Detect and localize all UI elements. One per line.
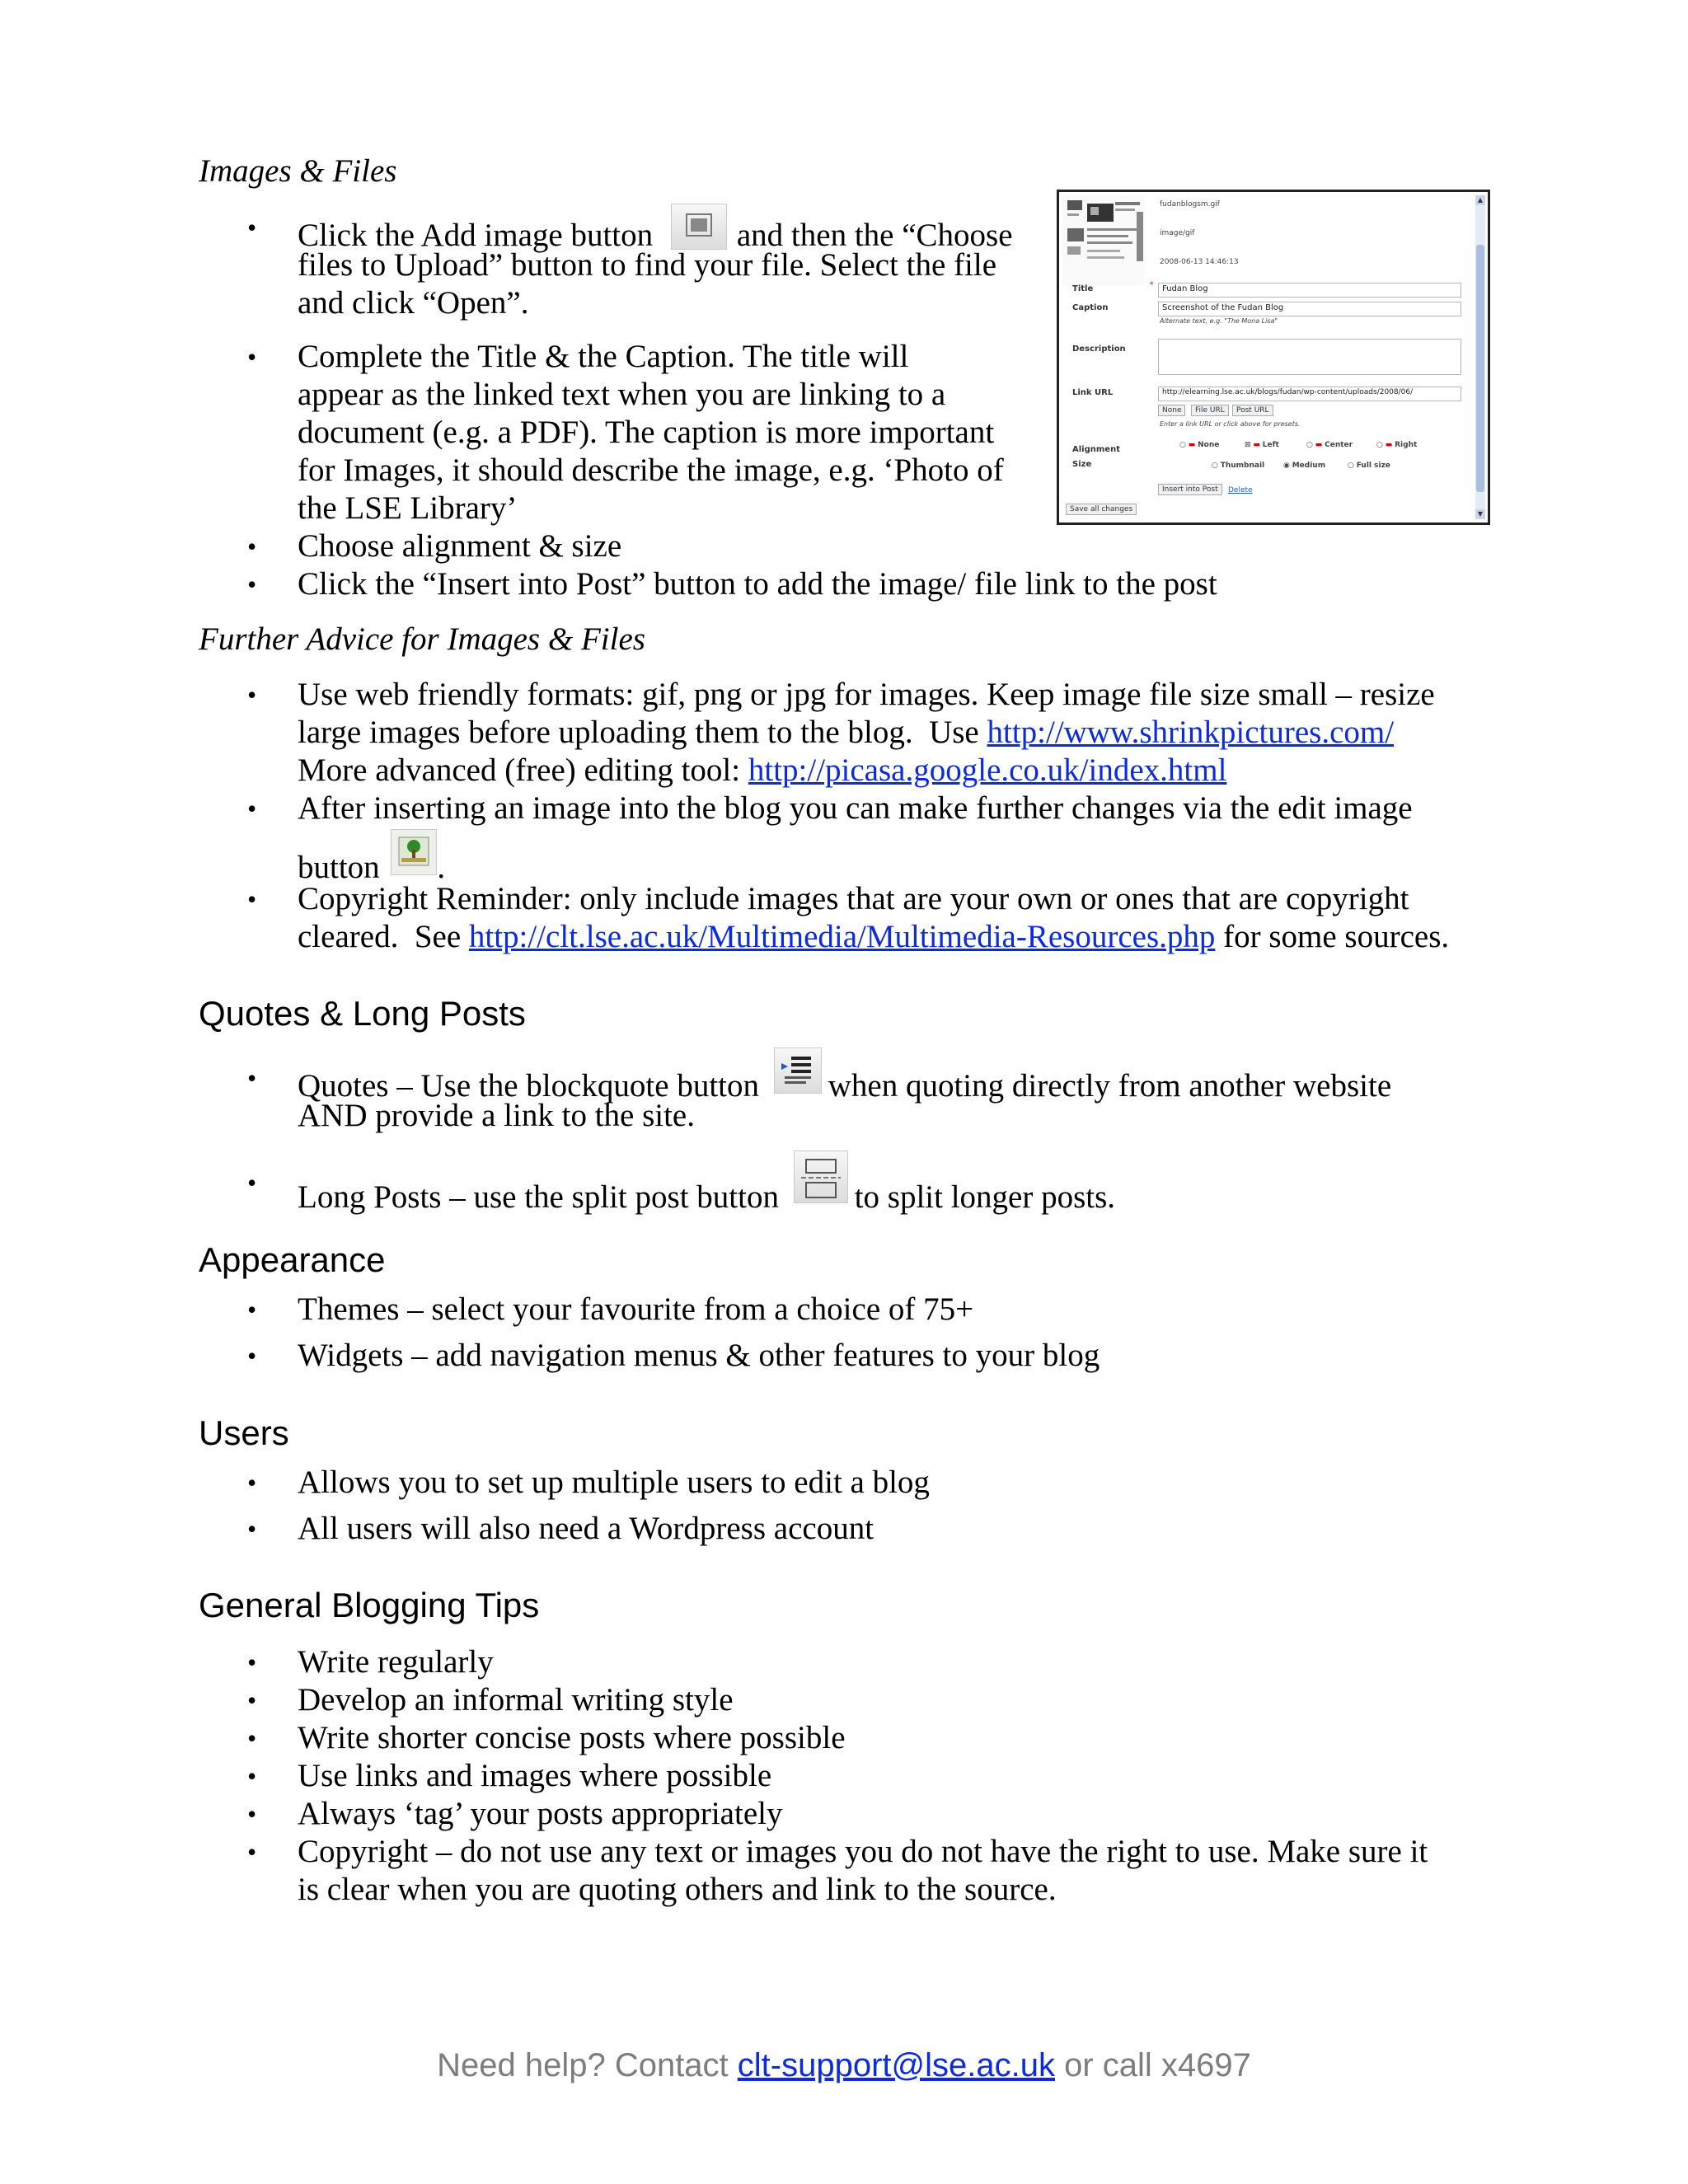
text-line: is clear when you are quoting others and link to the source. — [298, 1872, 1057, 1907]
text-line: Copyright Reminder: only include images that are your own or ones that are copyright — [298, 881, 1409, 916]
text: cleared. See — [298, 919, 469, 954]
save-all-changes-button[interactable]: Save all changes — [1066, 504, 1137, 515]
alt-hint: Alternate text, e.g. "The Mona Lisa" — [1160, 317, 1278, 325]
text-line — [298, 752, 1226, 790]
list-item: Write regularly — [298, 1644, 494, 1680]
list-item: Copyright – do not use any text or images you do not have the right to use. Make sure it — [298, 1834, 1428, 1869]
bullet: • — [247, 680, 257, 710]
text-line: the LSE Library’ — [298, 490, 518, 526]
multimedia-resources-link[interactable]: http://clt.lse.ac.uk/Multimedia/Multimedia-Resources.php — [468, 919, 1216, 954]
text: and then the “Choose — [736, 218, 1013, 253]
align-left-option[interactable]: ⊠ ▬ Left — [1245, 441, 1279, 449]
link-hint: Enter a link URL or click above for presets. — [1160, 420, 1301, 428]
alignment-label: Alignment — [1072, 445, 1120, 454]
blockquote-icon[interactable] — [774, 1047, 822, 1094]
text: . — [437, 850, 446, 885]
add-image-icon[interactable] — [671, 204, 727, 250]
text-line: files to Upload” button to find your file. Select the file — [298, 247, 997, 283]
text-line: Use web friendly formats: gif, png or jpg for images. Keep image file size small – resize — [298, 677, 1435, 712]
section-heading-further-advice: Further Advice for Images & Files — [199, 621, 645, 657]
text-line — [298, 714, 1394, 752]
list-item: Develop an informal writing style — [298, 1682, 734, 1718]
bullet: • — [247, 1341, 257, 1371]
title-input[interactable]: Fudan Blog — [1158, 283, 1461, 298]
bullet: • — [247, 532, 257, 561]
link-url-input[interactable]: http://elearning.lse.ac.uk/blogs/fudan/wp-content/uploads/2008/06/ — [1158, 387, 1461, 401]
bullet: • — [247, 1799, 257, 1829]
text: for some sources. — [1215, 919, 1450, 954]
size-full-option[interactable]: ○ Full size — [1348, 462, 1390, 470]
text: Quotes – Use the blockquote button — [298, 1068, 759, 1104]
scroll-thumb[interactable] — [1476, 245, 1484, 492]
text: Full size — [1356, 462, 1390, 470]
bullet: • — [247, 342, 257, 372]
list-item: Allows you to set up multiple users to edit a blog — [298, 1465, 930, 1500]
bullet: • — [247, 1295, 257, 1324]
text: Need help? Contact — [437, 2047, 738, 2083]
bullet: • — [247, 1761, 257, 1791]
thumbnail-image — [1062, 195, 1145, 286]
scroll-up-arrow-icon[interactable]: ▲ — [1475, 195, 1485, 205]
post-url-button[interactable]: Post URL — [1232, 405, 1273, 416]
text: Click the Add image button — [298, 218, 654, 253]
edit-image-icon[interactable] — [391, 829, 437, 875]
file-date: 2008-06-13 14:46:13 — [1160, 258, 1239, 266]
list-item: Write shorter concise posts where possible — [298, 1720, 846, 1755]
section-heading-quotes: Quotes & Long Posts — [199, 994, 526, 1033]
file-name: fudanblogsm.gif — [1160, 200, 1220, 209]
align-center-option[interactable]: ○ ▬ Center — [1306, 441, 1353, 449]
bullet: • — [247, 1468, 257, 1497]
text-line: appear as the linked text when you are linking to a — [298, 377, 946, 412]
text: Left — [1262, 441, 1279, 449]
bullet: • — [247, 1723, 257, 1753]
file-mime: image/gif — [1160, 229, 1195, 237]
text: button — [298, 850, 380, 885]
scroll-down-arrow-icon[interactable]: ▼ — [1475, 509, 1485, 519]
text: or call x4697 — [1054, 2047, 1251, 2083]
text: to split longer posts. — [854, 1179, 1116, 1215]
bullet: • — [247, 569, 257, 599]
link-url-label: Link URL — [1072, 388, 1114, 397]
text: Medium — [1292, 462, 1326, 470]
text-line: Choose alignment & size — [298, 528, 622, 564]
text: Right — [1395, 441, 1418, 449]
text: when quoting directly from another website — [828, 1068, 1392, 1104]
media-editor-screenshot — [1057, 190, 1490, 525]
list-item: Themes – select your favourite from a choice of 75+ — [298, 1291, 974, 1327]
text-line: AND provide a link to the site. — [298, 1098, 695, 1133]
text-line: and click “Open”. — [298, 285, 529, 321]
text: More advanced (free) editing tool: — [298, 752, 748, 788]
scrollbar[interactable] — [1475, 195, 1485, 519]
picasa-link[interactable]: http://picasa.google.co.uk/index.html — [748, 752, 1227, 788]
file-url-button[interactable]: File URL — [1191, 405, 1229, 416]
bullet: • — [247, 794, 257, 823]
footer-help — [0, 2047, 1688, 2084]
bullet: • — [247, 1514, 257, 1544]
bullet: • — [247, 213, 257, 242]
text: None — [1198, 441, 1220, 449]
bullet: • — [247, 1647, 257, 1677]
required-marker: * — [1150, 281, 1154, 289]
description-label: Description — [1072, 344, 1126, 354]
quotes-item-2 — [298, 1164, 1115, 1216]
caption-label: Caption — [1072, 303, 1109, 312]
title-label: Title — [1072, 284, 1094, 293]
list-item: All users will also need a Wordpress account — [298, 1511, 874, 1546]
none-button[interactable]: None — [1158, 405, 1185, 416]
text-line: After inserting an image into the blog you can make further changes via the edit image — [298, 790, 1413, 826]
shrinkpictures-link[interactable]: http://www.shrinkpictures.com/ — [987, 715, 1395, 750]
text-line: Complete the Title & the Caption. The title will — [298, 339, 909, 374]
insert-into-post-button[interactable]: Insert into Post — [1158, 484, 1222, 495]
bullet: • — [247, 1685, 257, 1715]
list-item: Always ‘tag’ your posts appropriately — [298, 1796, 783, 1831]
support-email-link[interactable]: clt-support@lse.ac.uk — [737, 2047, 1055, 2083]
text: large images before uploading them to the blog. Use — [298, 715, 987, 750]
description-input[interactable] — [1158, 339, 1461, 375]
text-line: Click the “Insert into Post” button to add the image/ file link to the post — [298, 566, 1217, 602]
align-none-option[interactable]: ○ ▬ None — [1179, 441, 1220, 449]
bullet: • — [247, 1837, 257, 1867]
section-heading-images-files: Images & Files — [199, 153, 397, 189]
text: Thumbnail — [1220, 462, 1265, 470]
delete-link[interactable]: Delete — [1228, 486, 1253, 494]
bullet: • — [247, 1168, 257, 1197]
section-heading-appearance: Appearance — [199, 1240, 386, 1279]
list-item: Use links and images where possible — [298, 1758, 772, 1793]
bullet: • — [247, 884, 257, 914]
split-post-icon[interactable] — [794, 1151, 848, 1203]
text-line: document (e.g. a PDF). The caption is more important — [298, 415, 995, 450]
text-line — [298, 918, 1449, 956]
text: Long Posts – use the split post button — [298, 1179, 779, 1215]
align-right-option[interactable]: ○ ▬ Right — [1376, 441, 1418, 449]
list-item: Widgets – add navigation menus & other features to your blog — [298, 1338, 1100, 1373]
size-thumbnail-option[interactable]: ○ Thumbnail — [1212, 462, 1265, 470]
caption-input[interactable]: Screenshot of the Fudan Blog — [1158, 302, 1461, 316]
text: Center — [1325, 441, 1353, 449]
size-label: Size — [1072, 460, 1092, 469]
bullet: • — [247, 1063, 257, 1093]
section-heading-users: Users — [199, 1413, 289, 1452]
size-medium-option[interactable]: ◉ Medium — [1283, 462, 1326, 470]
section-heading-tips: General Blogging Tips — [199, 1586, 540, 1624]
text-line: for Images, it should describe the image, e.g. ‘Photo of — [298, 452, 1004, 488]
